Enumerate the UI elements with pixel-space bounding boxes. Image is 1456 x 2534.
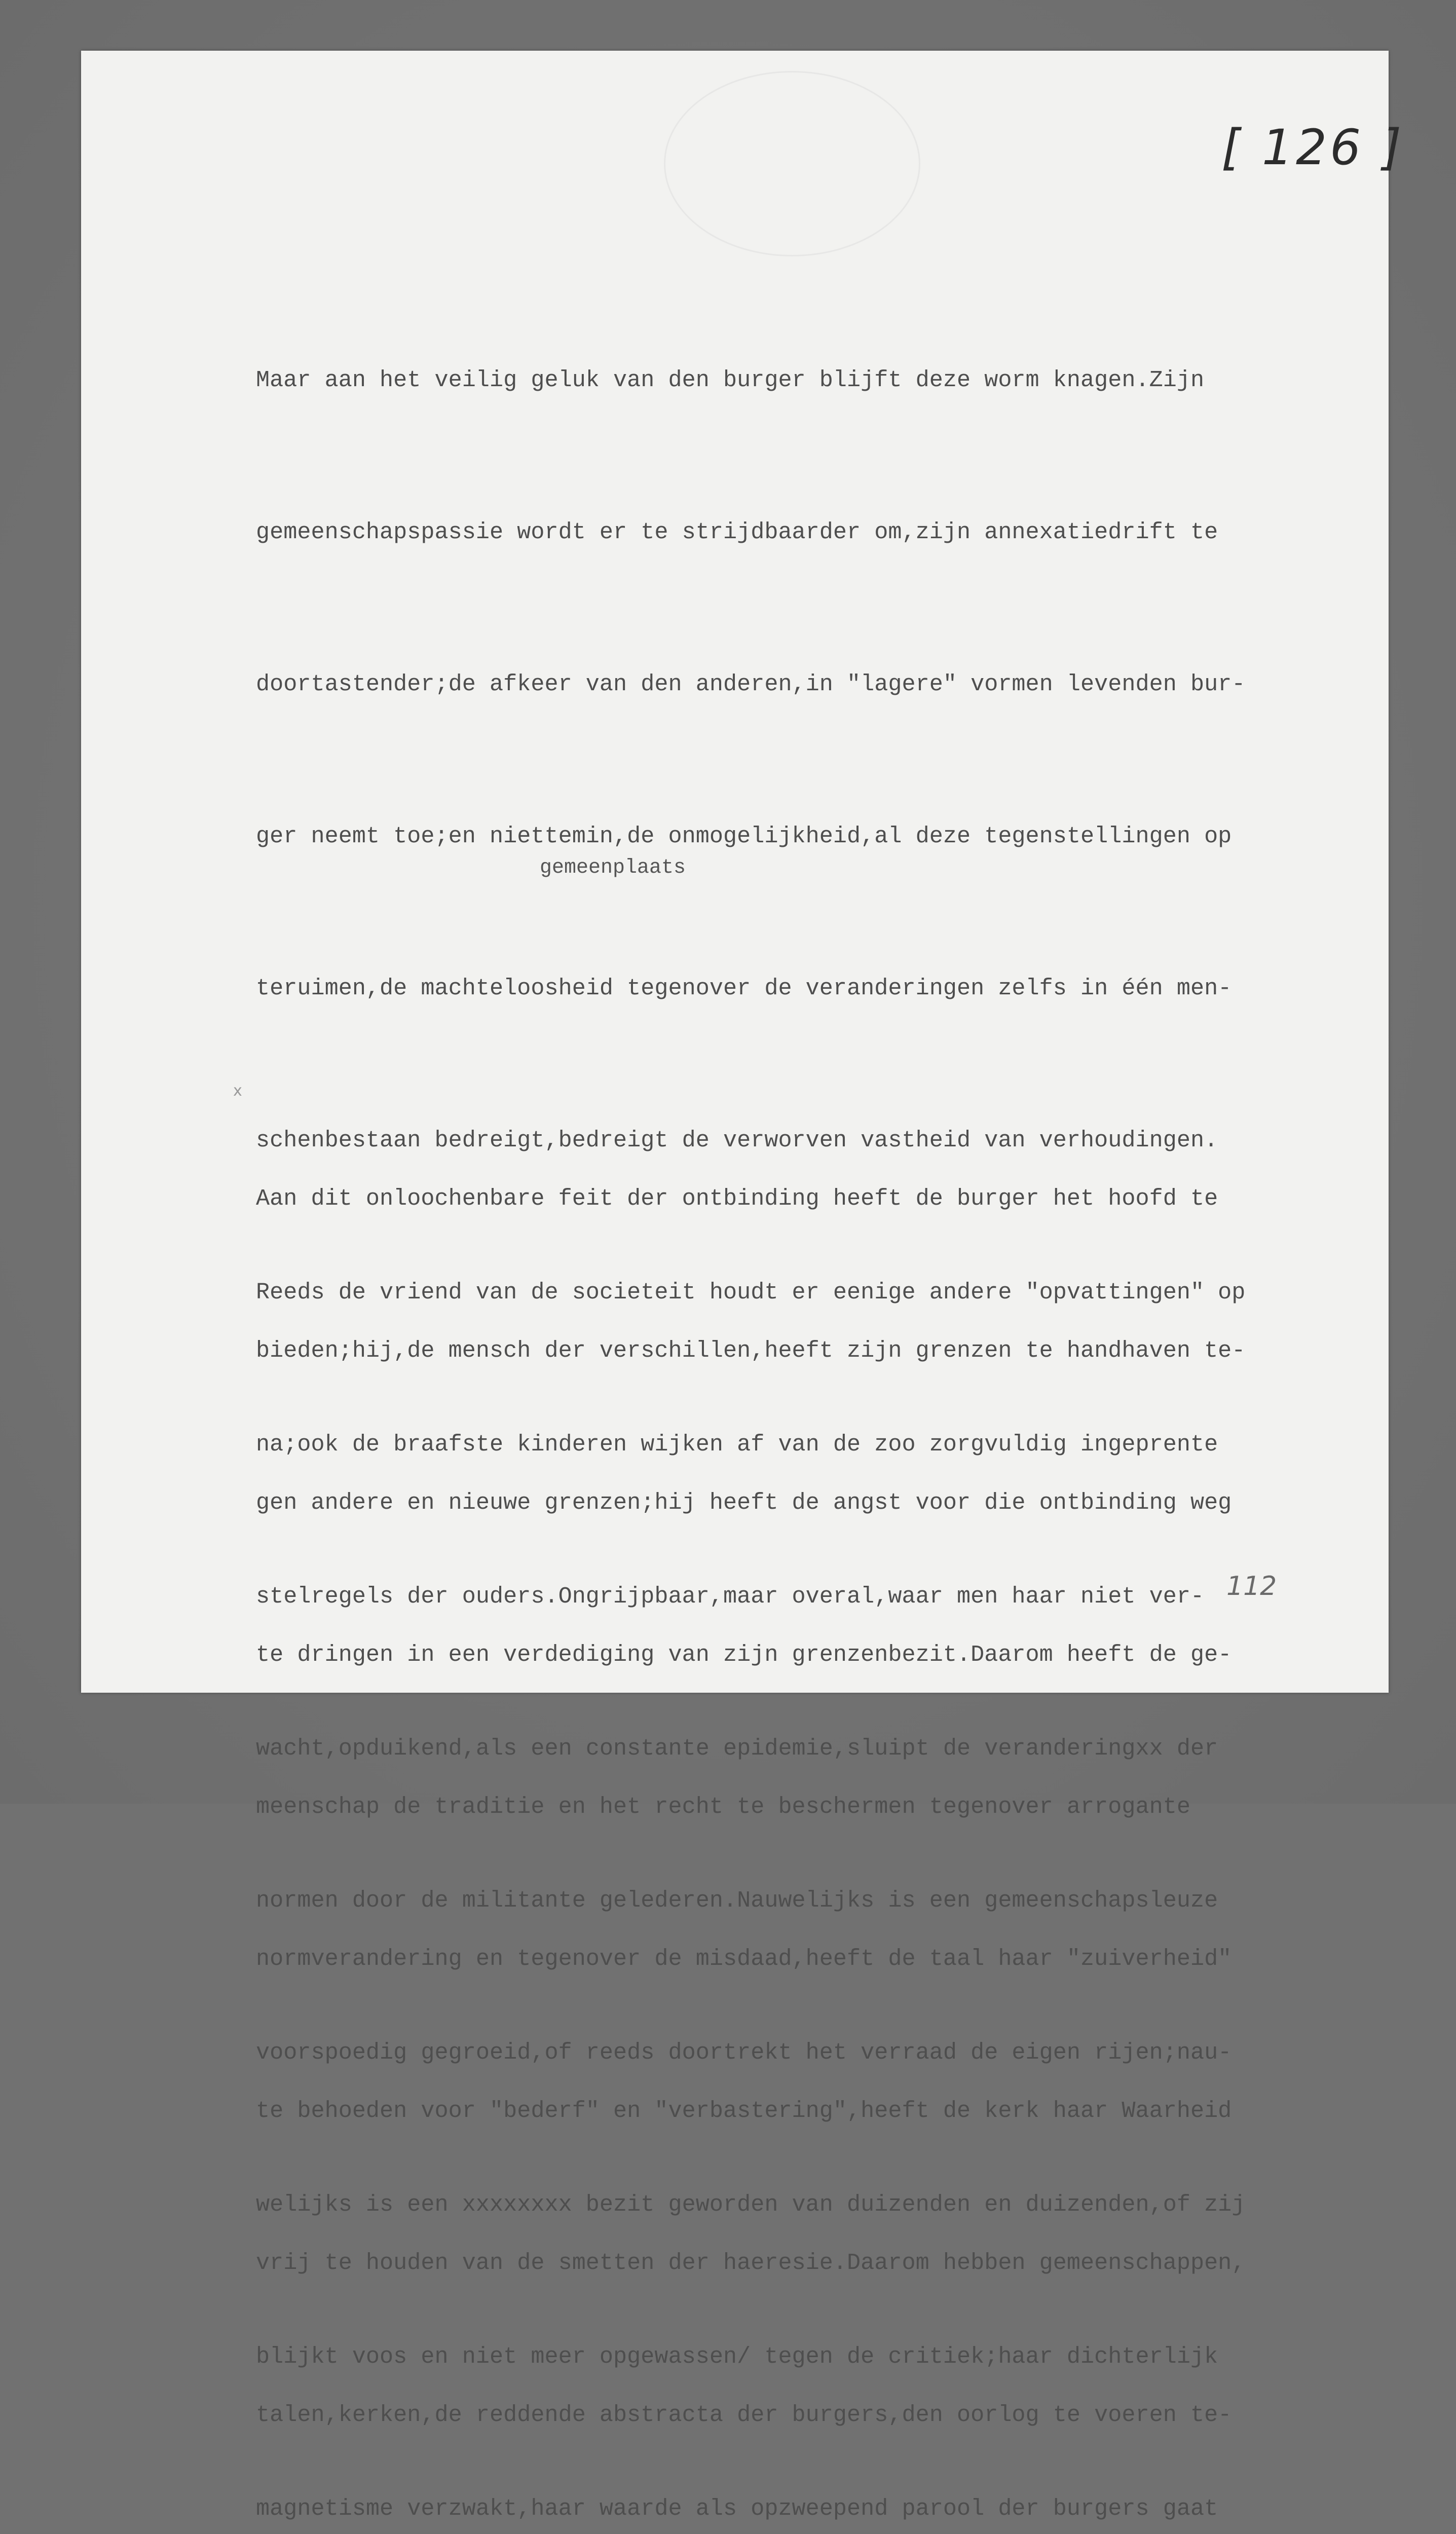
margin-mark: x	[233, 1082, 242, 1100]
text-line: te dringen in een verdediging van zijn grenzenbezit.Daarom heeft de ge-	[256, 1642, 1232, 1668]
text-line: Maar aan het veilig geluk van den burger blijft deze worm knagen.Zijn	[256, 367, 1205, 393]
text-line: schenbestaan bedreigt,bedreigt de verworven vastheid van verhoudingen.	[256, 1127, 1218, 1153]
text-line: vrij te houden van de smetten der haeresie.Daarom hebben gemeenschappen,	[256, 2250, 1246, 2276]
text-line: Aan dit onloochenbare feit der ontbinding heeft de burger het hoofd te	[256, 1185, 1218, 1212]
folio-mark: 112	[1226, 1571, 1277, 1601]
text-line: gen andere en nieuwe grenzen;hij heeft de angst voor die ontbinding weg	[256, 1489, 1232, 1516]
text-line: doortastender;de afkeer van den anderen,in "lagere" vormen levenden bur-	[256, 671, 1246, 697]
typescript-page	[81, 51, 1405, 2522]
text-line: blijkt voos en niet meer opgewassen/ tegen de critiek;haar dichterlijk	[256, 2343, 1218, 2370]
text-line: welijks is een xxxxxxxx bezit geworden van duizenden en duizenden,of zij	[256, 2191, 1246, 2218]
text-line: stelregels der ouders.Ongrijpbaar,maar overal,waar men haar niet ver-	[256, 1583, 1205, 1610]
typed-insertion: gemeenplaats	[540, 856, 686, 879]
text-line: na;ook de braafste kinderen wijken af van de zoo zorgvuldig ingeprente	[256, 1431, 1218, 1458]
text-line: teruimen,de machteloosheid tegenover de veranderingen zelfs in één men-	[256, 975, 1232, 1001]
text-line: ger neemt toe;en niettemin,de onmogelijkheid,al deze tegenstellingen op	[256, 823, 1232, 849]
text-line: normen door de militante gelederen.Nauwelijks is een gemeenschapsleuze	[256, 1887, 1218, 1914]
text-line: bieden;hij,de mensch der verschillen,heeft zijn grenzen te handhaven te-	[256, 1337, 1246, 1364]
text-line: normverandering en tegenover de misdaad,heeft de taal haar "zuiverheid"	[256, 1946, 1232, 1972]
text-line: voorspoedig gegroeid,of reeds doortrekt het verraad de eigen rijen;nau-	[256, 2039, 1232, 2066]
text-line: te behoeden voor "bederf" en "verbastering",heeft de kerk haar Waarheid	[256, 2098, 1232, 2124]
page-number: [ 126 ]	[1221, 119, 1405, 176]
text-line: talen,kerken,de reddende abstracta der burgers,den oorlog te voeren te-	[256, 2402, 1232, 2428]
paragraph-2	[256, 1072, 1381, 2534]
text-line: magnetisme verzwakt,haar waarde als opzweepend parool der burgers gaat	[256, 2495, 1218, 2522]
text-line: meenschap de traditie en het recht te beschermen tegenover arrogante	[256, 1794, 1190, 1820]
text-line: gemeenschapspassie wordt er te strijdbaarder om,zijn annexatiedrift te	[256, 519, 1218, 545]
text-line: Reeds de vriend van de societeit houdt er eenige andere "opvattingen" op	[256, 1279, 1246, 1306]
text-line: wacht,opduikend,als een constante epidemie,sluipt de veranderingxx der	[256, 1735, 1218, 1762]
